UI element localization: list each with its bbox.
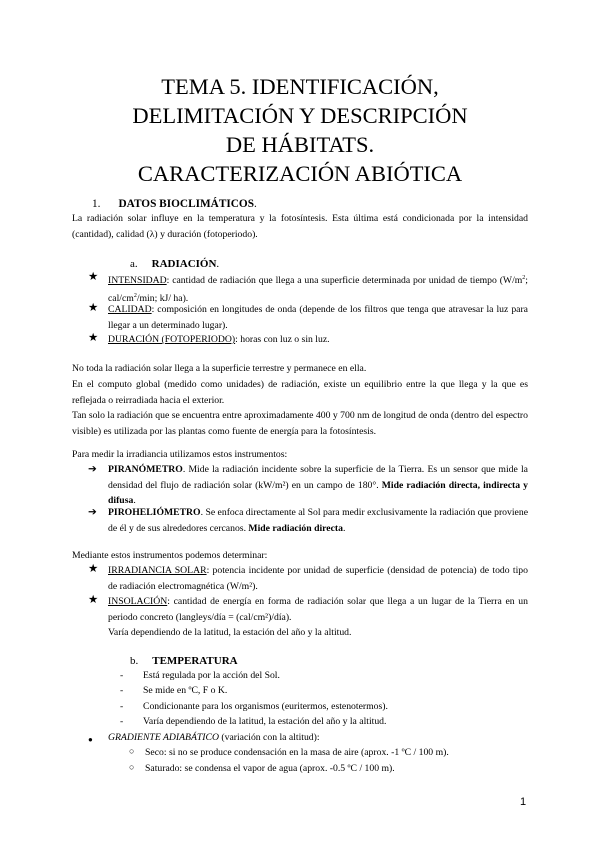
list-item-temp-2	[120, 683, 520, 699]
item-text: (variación con la altitud):	[218, 732, 320, 743]
superscript: 2	[522, 275, 526, 281]
subsection-letter: b.	[130, 655, 139, 667]
dash-bullet-icon: -	[120, 685, 124, 696]
item-text: .	[342, 522, 346, 534]
title-line-2: DELIMITACIÓN Y DESCRIPCIÓN	[132, 103, 468, 128]
list-item-insolacion	[88, 594, 528, 625]
star-bullet-icon: ★	[88, 271, 99, 283]
item-text: ; cal/cm	[108, 275, 528, 305]
paragraph-radiacion-1: No toda la radiación solar llega a la superficie terrestre y permanece en ella.	[72, 363, 367, 374]
list-item-temp-1	[120, 668, 520, 684]
list-item-piranometro	[88, 462, 528, 509]
term-duracion: DURACIÓN (FOTOPERIODO)	[108, 334, 236, 345]
section-number: 1.	[92, 198, 101, 210]
item-bold-text: Mide radiación directa	[248, 522, 343, 534]
section-heading-text: DATOS BIOCLIMÁTICOS	[118, 198, 254, 210]
star-bullet-icon: ★	[88, 302, 99, 314]
item-text: . Se enfoca directamente al Sol para medir exclusivamente la radiación que proviene de él y de sus alrededores cercanos.	[108, 507, 528, 534]
item-text: Saturado: se condensa el vapor de agua (aprox. -0.5 ºC / 100 m).	[145, 763, 395, 774]
paragraph-radiacion-2: En el computo global (medido como unidades) de radiación, existe un equilibrio entre la que llega y la que es reflejada o reirradiada hacia el exterior.	[72, 379, 528, 406]
term-piranometro: PIRANÓMETRO	[108, 464, 183, 475]
page-title	[72, 72, 528, 188]
title-line-1: TEMA 5. IDENTIFICACIÓN,	[161, 74, 439, 99]
item-text: Se mide en ºC, F o K.	[143, 685, 228, 696]
list-item-temp-3	[120, 699, 520, 715]
section-heading-datos: 1. DATOS BIOCLIMÁTICOS.	[92, 198, 257, 210]
term-pirheliometro: PIROHELIÓMETRO	[108, 507, 201, 518]
dash-bullet-icon: -	[120, 670, 124, 681]
circle-bullet-icon: ○	[129, 762, 135, 772]
dash-bullet-icon: -	[120, 701, 124, 712]
item-text: : potencia incidente por unidad de superficie (densidad de potencia) de todo tipo de radiación electromagnética (W/m²).	[108, 565, 528, 592]
determine-intro: Mediante estos instrumentos podemos determinar:	[72, 550, 268, 561]
item-text: Está regulada por la acción del Sol.	[143, 670, 280, 681]
term-intensidad: INTENSIDAD	[108, 275, 167, 287]
list-item-temp-4	[120, 714, 520, 730]
sub-item-seco	[129, 745, 509, 761]
star-bullet-icon: ★	[88, 563, 99, 575]
sub-item-saturado	[129, 761, 509, 777]
star-bullet-icon: ★	[88, 332, 99, 344]
intro-paragraph: La radiación solar influye en la temperatura y la fotosíntesis. Esta última está condicionada por la intensidad (cantidad), calidad (λ) y duración (fotoperiodo).	[72, 213, 528, 240]
arrow-bullet-icon: ➔	[88, 464, 97, 475]
list-item-gradiente	[88, 730, 528, 746]
item-text: /min; kJ/ ha).	[136, 293, 189, 305]
item-text: : cantidad de radiación que llega a una superficie determinada por unidad de tiempo (W/m	[166, 275, 523, 287]
term-irradiancia: IRRADIANCIA SOLAR	[108, 565, 207, 576]
arrow-bullet-icon: ➔	[88, 507, 97, 518]
item-text: : horas con luz o sin luz.	[235, 334, 330, 345]
paragraph-radiacion-3: Tan solo la radiación que se encuentra entre aproximadamente 400 y 700 nm de longitud de onda (dentro del espectro visible) es utilizada por las plantas como fuente de energía para la fotosíntesis.	[72, 410, 528, 437]
item-text: : cantidad de energía en forma de radiación solar que llega a un lugar de la Tierra en un periodo concreto (langleys/día = (cal/cm²)/día).	[108, 596, 528, 623]
term-insolacion: INSOLACIÓN	[108, 596, 168, 607]
page-number: 1	[520, 796, 527, 808]
subsection-letter: a.	[130, 258, 138, 270]
subsection-heading-text: RADIACIÓN	[151, 258, 217, 270]
list-item-pirheliometro	[88, 505, 528, 536]
list-item-calidad	[88, 302, 528, 333]
dot-bullet-icon: ●	[88, 735, 93, 744]
item-text: Condicionante para los organismos (euritermos, estenotermos).	[143, 701, 388, 712]
term-gradiente: GRADIENTE ADIABÁTICO	[108, 732, 219, 743]
star-bullet-icon: ★	[88, 594, 99, 606]
list-item-duracion	[88, 332, 528, 348]
title-line-3: DE HÁBITATS.	[225, 132, 375, 157]
determine-note: Varía dependiendo de la latitud, la estación del año y la altitud.	[108, 627, 352, 638]
term-calidad: CALIDAD	[108, 304, 152, 315]
subsection-heading-temperatura	[130, 654, 238, 668]
item-bold-text: Mide radiación directa, indirecta y difusa	[108, 479, 528, 507]
item-text: Seco: si no se produce condensación en la masa de aire (aprox. -1 ºC / 100 m).	[145, 747, 449, 758]
instruments-intro: Para medir la irradiancia utilizamos estos instrumentos:	[72, 449, 288, 460]
item-text: .	[133, 495, 136, 507]
item-text: : composición en longitudes de onda (depende de los filtros que tenga que atravesar la luz para llegar a un determinado lugar).	[108, 304, 528, 331]
subsection-heading-text: TEMPERATURA	[152, 655, 238, 667]
subsection-heading-radiacion: a. RADIACIÓN.	[130, 258, 220, 270]
circle-bullet-icon: ○	[129, 746, 135, 756]
title-line-4: CARACTERIZACIÓN ABIÓTICA	[137, 161, 463, 186]
item-text: . Mide la radiación incidente sobre la superficie de la Tierra. Es un sensor que mide la densidad del flujo de radiación solar (kW/m²) en un campo de 180°.	[108, 464, 528, 491]
dash-bullet-icon: -	[120, 716, 124, 727]
superscript: 2	[133, 292, 137, 299]
list-item-irradiancia	[88, 563, 528, 594]
item-text: Varía dependiendo de la latitud, la estación del año y la altitud.	[143, 716, 387, 727]
